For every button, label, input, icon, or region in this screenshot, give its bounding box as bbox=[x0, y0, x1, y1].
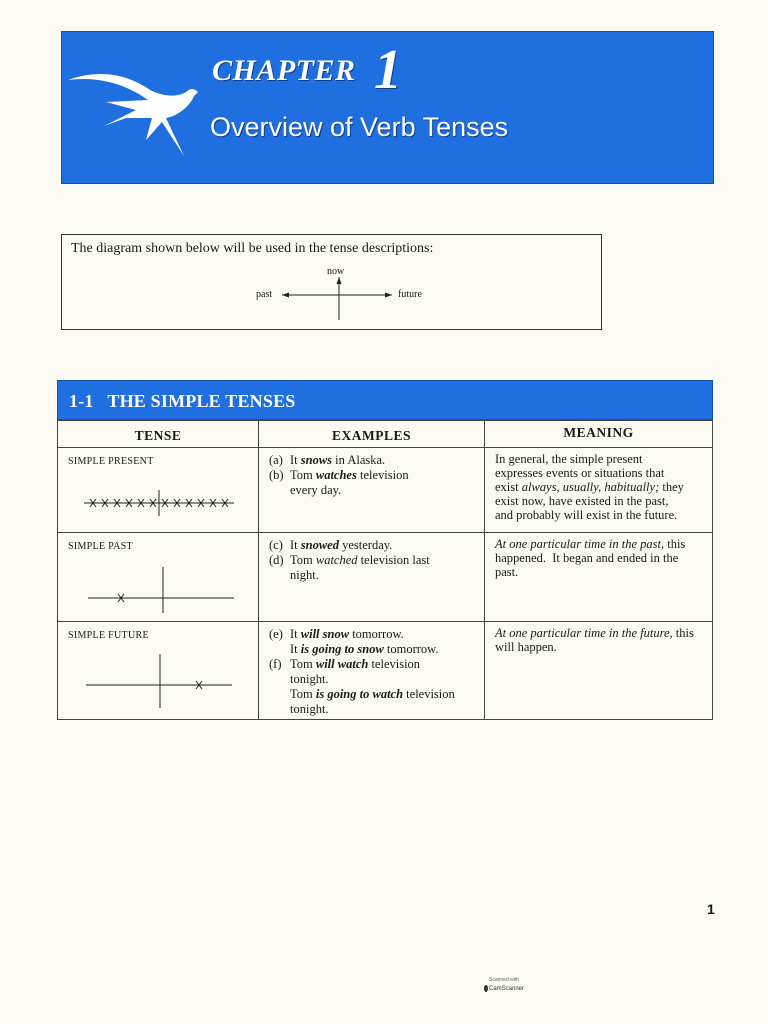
tense-cell-past bbox=[57, 532, 259, 622]
camscanner-icon bbox=[484, 985, 488, 992]
page-number: 1 bbox=[707, 901, 715, 917]
scanner-logo: CamScanner bbox=[484, 985, 524, 992]
example-f2-cont: tonight. bbox=[290, 702, 329, 716]
future-label: future bbox=[398, 289, 422, 300]
header-meaning: MEANING bbox=[563, 425, 634, 440]
meaning-cell-past bbox=[484, 532, 713, 622]
chapter-title: Overview of Verb Tenses bbox=[210, 112, 509, 142]
examples-past bbox=[269, 538, 430, 583]
examples-cell-present bbox=[258, 447, 485, 533]
example-f: (f) Tom will watch television bbox=[269, 657, 421, 671]
example-f-cont: tonight. bbox=[290, 672, 329, 686]
diagram-description: The diagram shown below will be used in the tense descriptions: bbox=[71, 241, 434, 256]
example-c: (c) It snowed yesterday. bbox=[269, 538, 393, 552]
example-e2: It is going to snow tomorrow. bbox=[290, 642, 439, 656]
example-b-cont: every day. bbox=[290, 483, 342, 497]
now-label: now bbox=[327, 266, 345, 277]
swallow-bird-icon bbox=[66, 66, 206, 166]
example-f2: Tom is going to watch television bbox=[290, 687, 455, 701]
examples-future bbox=[269, 627, 455, 717]
tense-name: SIMPLE PRESENT bbox=[68, 456, 154, 467]
present-timeline-diagram bbox=[84, 490, 234, 516]
tense-table bbox=[57, 420, 713, 720]
timeline-diagram-box bbox=[61, 234, 602, 330]
examples-cell-future bbox=[258, 621, 485, 720]
header-tense-cell bbox=[57, 420, 259, 448]
chapter-number: 1 bbox=[374, 39, 402, 101]
example-d: (d) Tom watched television last bbox=[269, 553, 430, 567]
example-b: (b) Tom watches television bbox=[269, 468, 409, 482]
header-meaning-cell bbox=[484, 420, 713, 448]
header-examples: EXAMPLES bbox=[331, 428, 411, 443]
meaning-present: In general, the simple present expresses events or situations that exist always, usually, habitually; they exist now, have existed in the past, and probably will exist in the future. bbox=[495, 452, 684, 522]
tense-name: SIMPLE PAST bbox=[68, 541, 133, 552]
meaning-cell-future bbox=[484, 621, 713, 720]
meaning-past: At one particular time in the past, this happened. It began and ended in the past. bbox=[495, 537, 686, 579]
section-title: 1-1 THE SIMPLE TENSES bbox=[69, 391, 296, 411]
header-tense: TENSE bbox=[134, 428, 182, 443]
section-header bbox=[57, 380, 713, 420]
example-d-cont: night. bbox=[290, 568, 319, 582]
past-label: past bbox=[256, 289, 273, 300]
future-timeline-diagram bbox=[86, 648, 236, 710]
examples-present bbox=[269, 453, 409, 498]
scanner-watermark bbox=[484, 977, 524, 992]
meaning-future: At one particular time in the future, this will happen. bbox=[495, 626, 694, 654]
header-examples-cell bbox=[258, 420, 485, 448]
tense-cell-present bbox=[57, 447, 259, 533]
tense-cell-future bbox=[57, 621, 259, 720]
past-timeline-diagram bbox=[88, 561, 238, 613]
examples-cell-past bbox=[258, 532, 485, 622]
example-a: (a) It snows in Alaska. bbox=[269, 453, 386, 467]
scanner-line: Scanned with bbox=[488, 977, 520, 983]
simple-tenses-section bbox=[57, 380, 713, 720]
chapter-banner bbox=[61, 31, 714, 184]
example-e: (e) It will snow tomorrow. bbox=[269, 627, 404, 641]
meaning-cell-present bbox=[484, 447, 713, 533]
tense-name: SIMPLE FUTURE bbox=[68, 630, 149, 641]
chapter-label: CHAPTER bbox=[212, 54, 356, 87]
